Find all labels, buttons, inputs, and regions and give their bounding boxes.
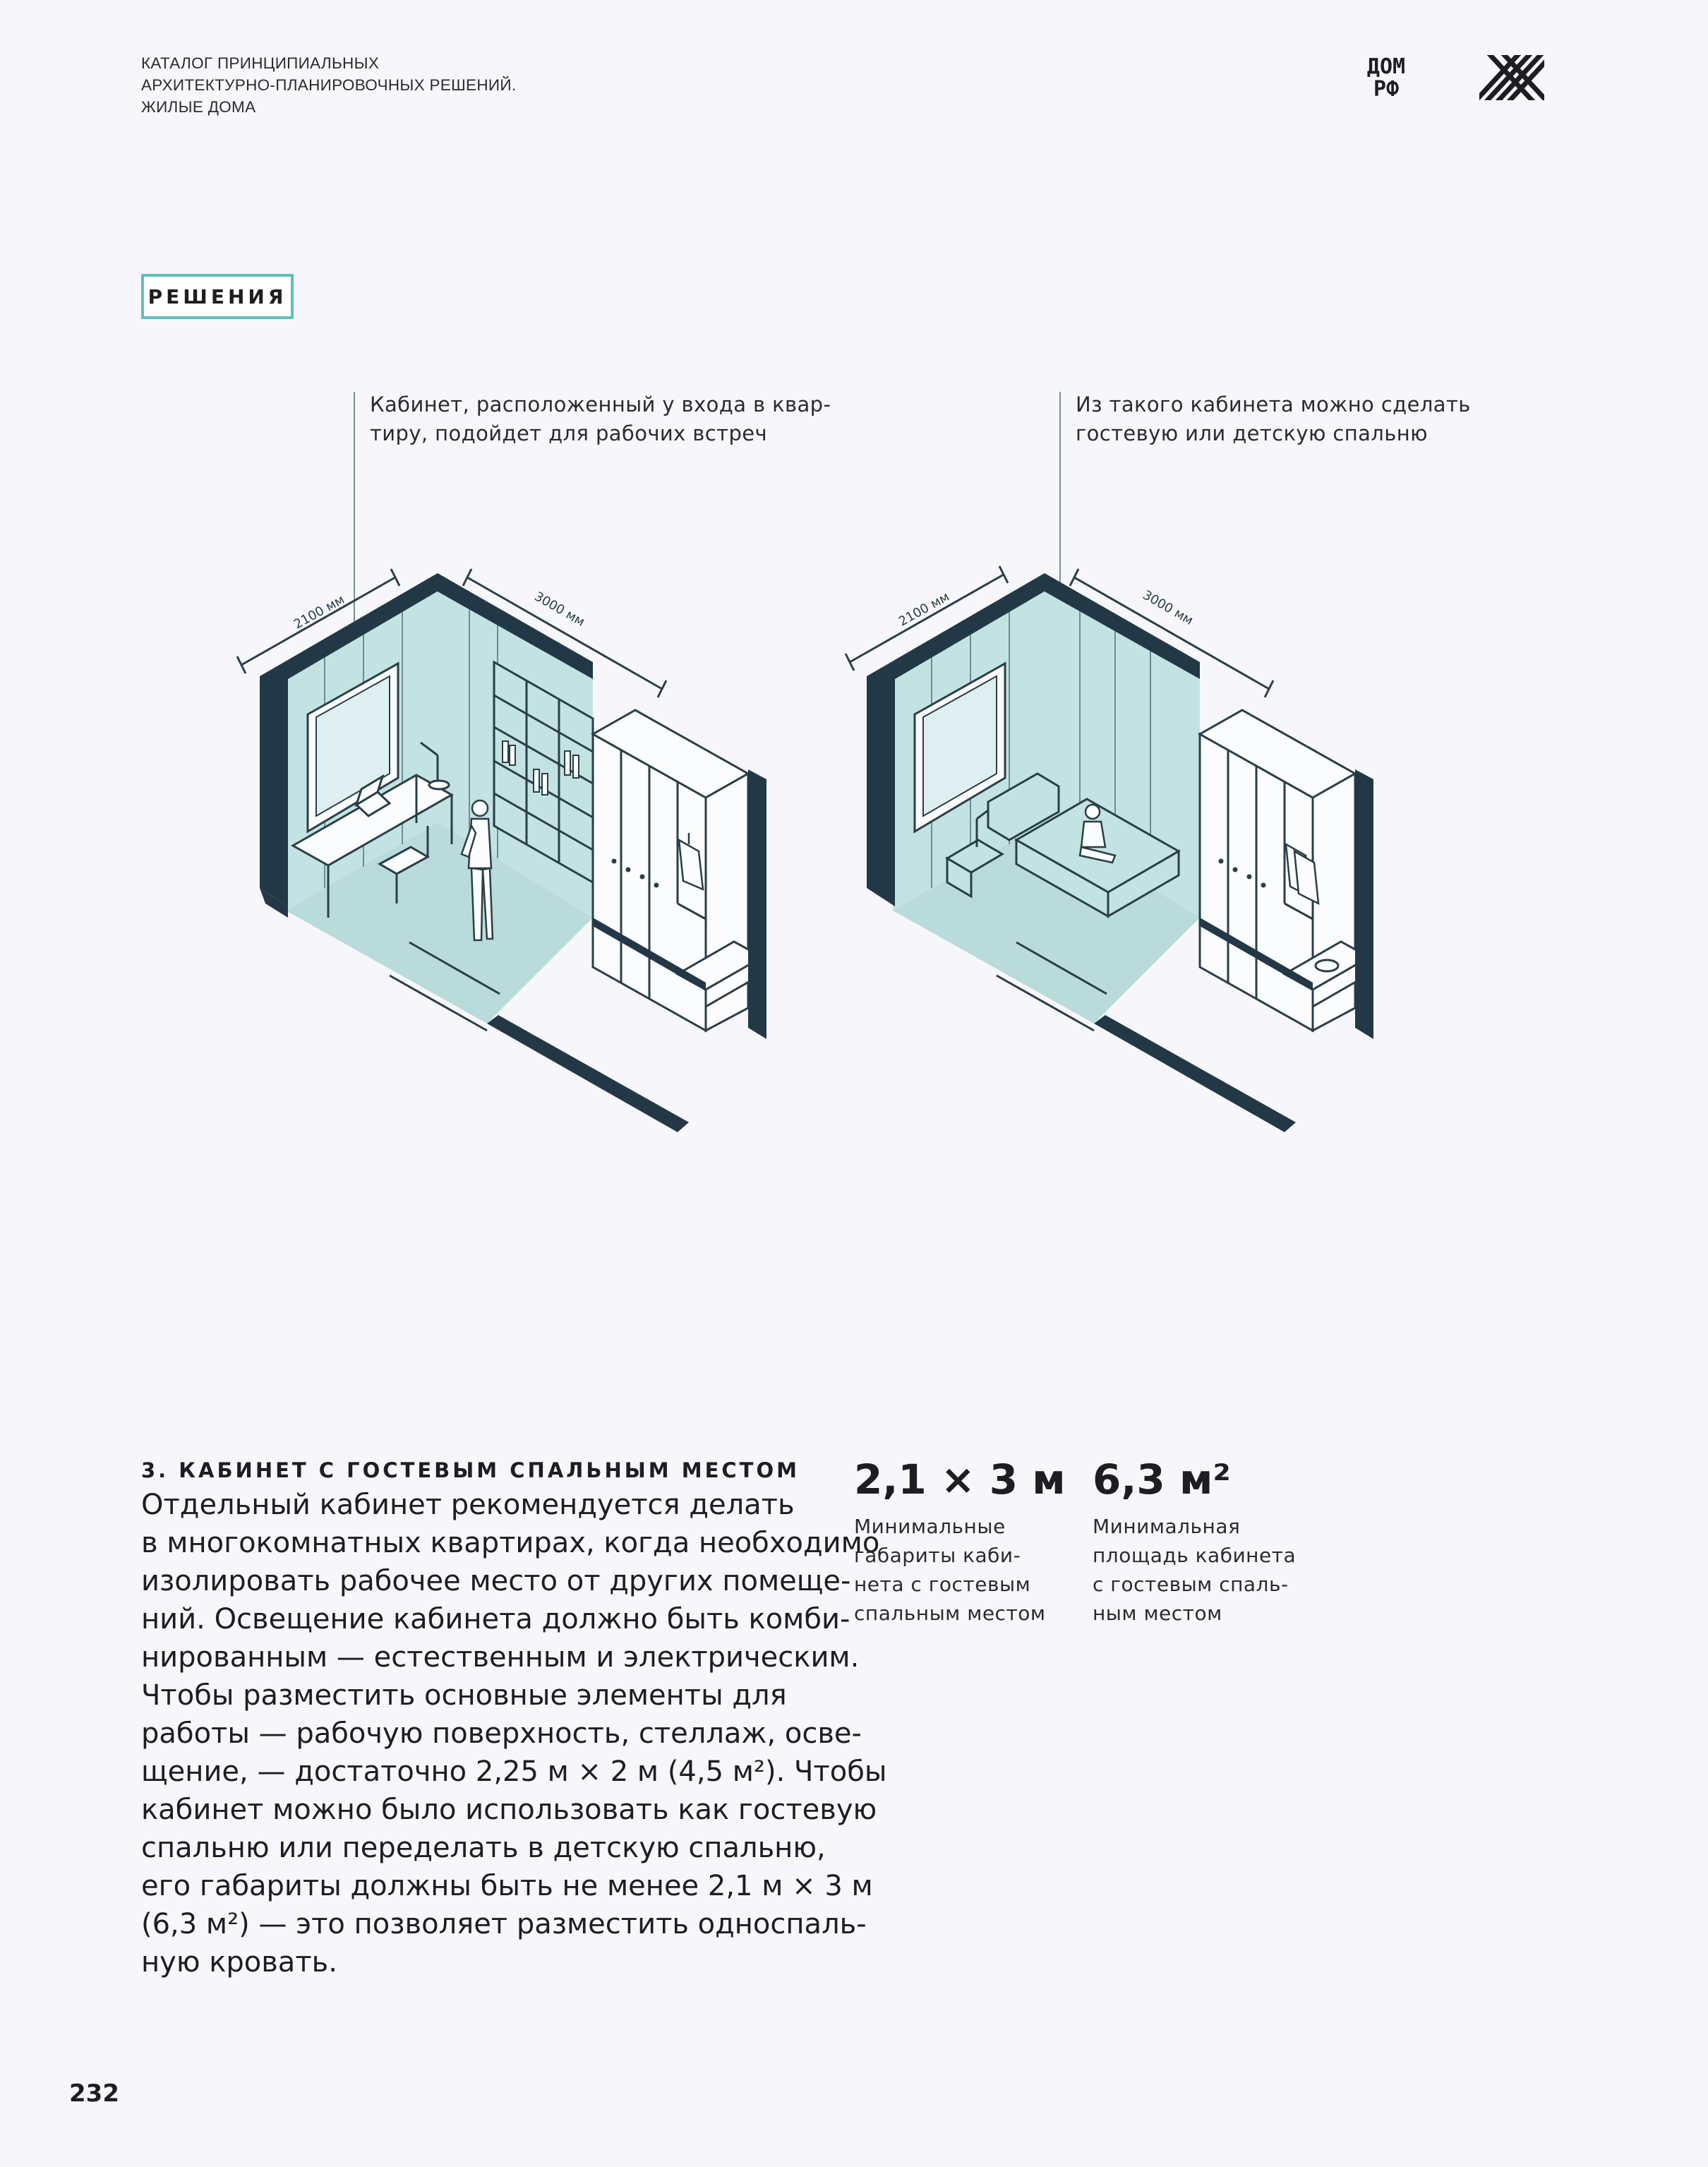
callout-line: гостевую или детскую спальню — [1076, 421, 1428, 445]
entry-wall-right — [748, 769, 766, 1039]
body-line: щение, — достаточно 2,25 м × 2 м (4,5 м²). Чтобы — [141, 1755, 887, 1788]
page-number: 232 — [69, 2079, 119, 2108]
entry-threshold — [1094, 1015, 1296, 1132]
stat-area-desc — [1093, 1512, 1296, 1628]
rf-logo-text: РФ — [1373, 77, 1400, 102]
dimension-width-label: 2100 мм — [291, 592, 347, 632]
dom-logo-text: ДОМ — [1366, 54, 1406, 79]
isometric-office-drawing — [237, 392, 766, 1132]
callout-line: Из такого кабинета можно сделать — [1076, 392, 1471, 416]
callout-line: тиру, подойдет для рабочих встреч — [370, 421, 768, 445]
stat-desc-line: ным местом — [1093, 1602, 1222, 1625]
body-line: ную кровать. — [141, 1946, 337, 1979]
section-badge: РЕШЕНИЯ — [141, 274, 294, 319]
stat-dimensions-desc — [854, 1512, 1046, 1628]
body-line: ний. Освещение кабинета должно быть комби- — [141, 1603, 850, 1635]
dimension-length-label: 3000 мм — [531, 589, 588, 630]
stat-desc-line: габариты каби- — [854, 1544, 1021, 1567]
body-line: Чтобы разместить основные элементы для — [141, 1679, 787, 1712]
body-line: работы — рабочую поверхность, стеллаж, осве- — [141, 1717, 862, 1750]
body-line: кабинет можно было использовать как гостевую — [141, 1794, 877, 1826]
catalog-header-line: АРХИТЕКТУРНО-ПЛАНИРОВОЧНЫХ РЕШЕНИЙ. — [141, 76, 517, 94]
body-line: Отдельный кабинет рекомендуется делать — [141, 1489, 795, 1521]
hat — [1316, 960, 1338, 971]
stat-desc-line: нета с гостевым — [854, 1573, 1031, 1596]
callout-line: Кабинет, расположенный у входа в квар- — [370, 392, 831, 416]
body-line: изолировать рабочее место от других помеще- — [141, 1565, 851, 1597]
stat-desc-line: Минимальная — [1093, 1515, 1241, 1538]
entry-wall-right — [1355, 769, 1373, 1039]
catalog-header-line: КАТАЛОГ ПРИНЦИПИАЛЬНЫХ — [141, 54, 380, 72]
body-line: нированным — естественным и электрическим. — [141, 1641, 860, 1674]
body-line: в многокомнатных квартирах, когда необходимо — [141, 1527, 880, 1559]
section-title: 3. КАБИНЕТ С ГОСТЕВЫМ СПАЛЬНЫМ МЕСТОМ — [141, 1458, 800, 1482]
stat-desc-line: Минимальные — [854, 1515, 1006, 1538]
dimension-length-label: 3000 мм — [1140, 587, 1196, 629]
stat-area-value: 6,3 м² — [1093, 1455, 1231, 1503]
catalog-header-line: ЖИЛЫЕ ДОМА — [141, 98, 256, 116]
body-line: спальню или переделать в детскую спальню, — [141, 1832, 826, 1864]
stat-desc-line: площадь кабинета — [1093, 1544, 1297, 1567]
entry-threshold — [487, 1015, 689, 1132]
stat-desc-line: спальным местом — [854, 1602, 1046, 1625]
dimension-width-label: 2100 мм — [896, 589, 952, 630]
body-line: (6,3 м²) — это позволяет разместить односпаль- — [141, 1908, 867, 1940]
stat-desc-line: с гостевым спаль- — [1093, 1573, 1289, 1596]
isometric-bedroom-drawing — [846, 392, 1373, 1132]
body-line: его габариты должны быть не менее 2,1 м × 3 м — [141, 1870, 873, 1902]
section-body — [141, 1486, 887, 1981]
stat-dimensions-value: 2,1 × 3 м — [854, 1455, 1066, 1503]
